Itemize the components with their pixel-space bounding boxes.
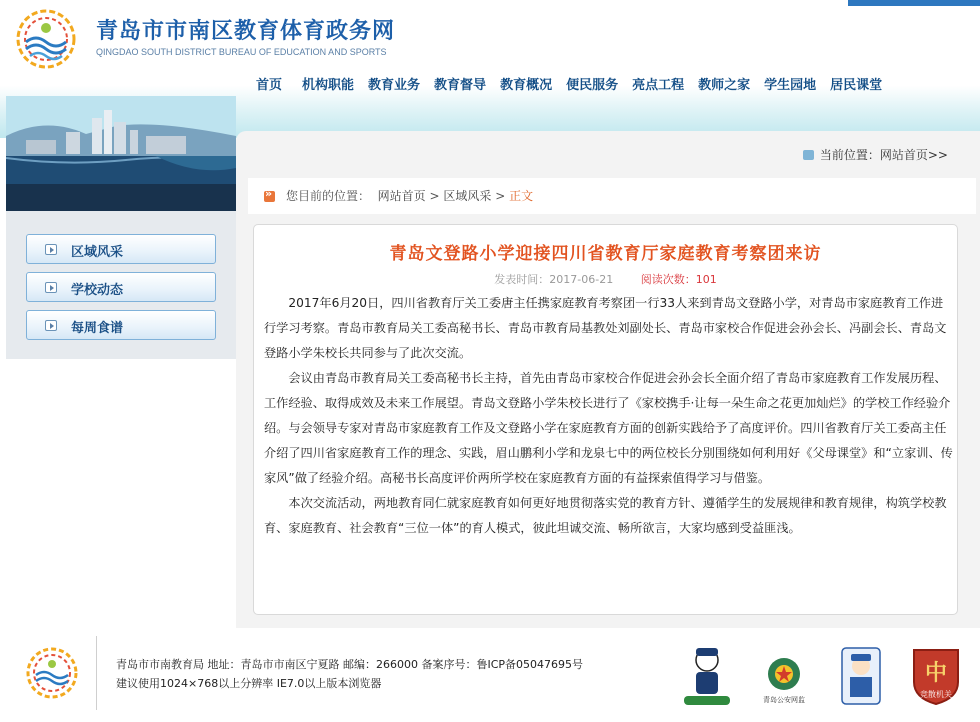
article-meta — [254, 271, 957, 287]
nav-students[interactable]: 学生园地 — [764, 78, 817, 93]
sidebar — [6, 211, 236, 359]
sidebar-item-label: 区域风采 — [71, 245, 124, 260]
footer-logo-icon — [22, 644, 82, 702]
main-nav — [250, 74, 896, 98]
view-count: 阅读次数：101 — [640, 273, 717, 286]
sidebar-item-label: 每周食谱 — [71, 321, 124, 336]
play-arrow-icon — [45, 244, 57, 255]
breadcrumb-separator: > — [429, 189, 440, 203]
emblem-badge-icon[interactable] — [908, 644, 964, 706]
article-body — [264, 291, 954, 541]
location-icon — [803, 150, 814, 160]
article-title: 青岛文登路小学迎接四川省教育厅家庭教育考察团来访 — [389, 244, 822, 264]
nav-home[interactable]: 首页 — [256, 78, 283, 93]
nav-teachers[interactable]: 教师之家 — [698, 78, 751, 93]
current-location-home-link[interactable]: 网站首页>> — [879, 148, 948, 162]
nav-residents[interactable]: 居民课堂 — [830, 78, 883, 93]
breadcrumb-text — [286, 187, 533, 204]
nav-overview[interactable]: 教育概况 — [500, 78, 553, 93]
site-title: 青岛市市南区教育体育政务网 — [96, 19, 396, 44]
article-paragraph: 本次交流活动，两地教育同仁就家庭教育如何更好地贯彻落实党的教育方针、遵循学生的发展规律和教育规律，构筑学校教育、家庭教育、社会教育“三位一体”的育人模式，彼此坦诚交流、畅所欲言，大家均感到受益匪浅。 — [264, 496, 947, 535]
footer-divider — [96, 636, 97, 710]
svg-text:竞散机关: 竞散机关 — [920, 690, 952, 699]
sidebar-item-regional-style[interactable] — [26, 234, 216, 264]
nav-services[interactable]: 便民服务 — [566, 78, 619, 93]
police-officer-badge-icon[interactable] — [836, 646, 886, 706]
topbar-accent — [848, 0, 980, 6]
breadcrumb-current: 正文 — [509, 189, 534, 203]
sidebar-item-weekly-menu[interactable] — [26, 310, 216, 340]
nav-functions[interactable]: 机构职能 — [302, 78, 355, 93]
article — [253, 224, 958, 615]
current-location — [803, 146, 948, 163]
breadcrumb-prefix: 您目前的位置： — [286, 189, 371, 203]
nav-education-business[interactable]: 教育业务 — [368, 78, 421, 93]
play-arrow-icon — [45, 282, 57, 293]
police-mascot-badge-icon[interactable] — [676, 644, 738, 708]
article-paragraph: 会议由青岛市教育局关工委高秘书长主持，首先由青岛市家校合作促进会孙会长全面介绍了青岛市家庭教育工作发展历程、工作经验、取得成效及未来工作展望。青岛文登路小学朱校长进行了《家校携手·让每一朵生命之花更加灿烂》的学校工作经验介绍。与会领导专家对青岛市家庭教育工作及文登路小学在家庭教育方面的创新实践给予了高度评价。四川省教育厅关工委高主任介绍了四川省家庭教育工作的理念、实践，眉山鹏利小学和龙泉七中的两位校长分别围绕如何利用好《父母课堂》和“立家训、传家风”做了经验介绍。高秘书长高度评价两所学校在家庭教育方面的有益探索值得学习与借鉴。 — [264, 371, 953, 485]
city-skyline-image — [6, 96, 236, 211]
breadcrumb-separator: > — [495, 189, 506, 203]
footer-browser-note: 建议使用1024×768以上分辨率 IE7.0以上版本浏览器 — [116, 677, 382, 690]
nav-highlights[interactable]: 亮点工程 — [632, 78, 685, 93]
breadcrumb-home[interactable]: 网站首页 — [377, 189, 426, 203]
svg-text:中: 中 — [924, 661, 948, 686]
svg-text:青岛公安网监: 青岛公安网监 — [763, 696, 805, 704]
play-arrow-icon — [45, 320, 57, 331]
site-logo-icon — [8, 6, 86, 72]
site-subtitle: QINGDAO SOUTH DISTRICT BUREAU OF EDUCATION AND SPORTS — [96, 47, 387, 57]
current-location-label: 当前位置： — [819, 148, 880, 162]
article-paragraph: 2017年6月20日，四川省教育厅关工委唐主任携家庭教育考察团一行33人来到青岛文登路小学，对青岛市家庭教育工作进行学习考察。青岛市教育局关工委高秘书长、青岛市教育局基教处刘副处长、青岛市家校合作促进会孙会长、冯副会长、青岛文登路小学朱校长共同参与了此次交流。 — [264, 296, 947, 360]
double-arrow-icon — [264, 191, 275, 202]
police-shield-badge-icon[interactable] — [756, 650, 812, 706]
publish-date: 发表时间：2017-06-21 — [494, 273, 614, 286]
sidebar-item-label: 学校动态 — [71, 283, 124, 298]
nav-supervision[interactable]: 教育督导 — [434, 78, 487, 93]
breadcrumb-section[interactable]: 区域风采 — [443, 189, 492, 203]
breadcrumb — [248, 178, 976, 214]
footer-address: 青岛市市南教育局 地址：青岛市市南区宁夏路 邮编：266000 备案序号：鲁ICP备05047695号 — [116, 658, 584, 671]
sidebar-item-school-news[interactable] — [26, 272, 216, 302]
